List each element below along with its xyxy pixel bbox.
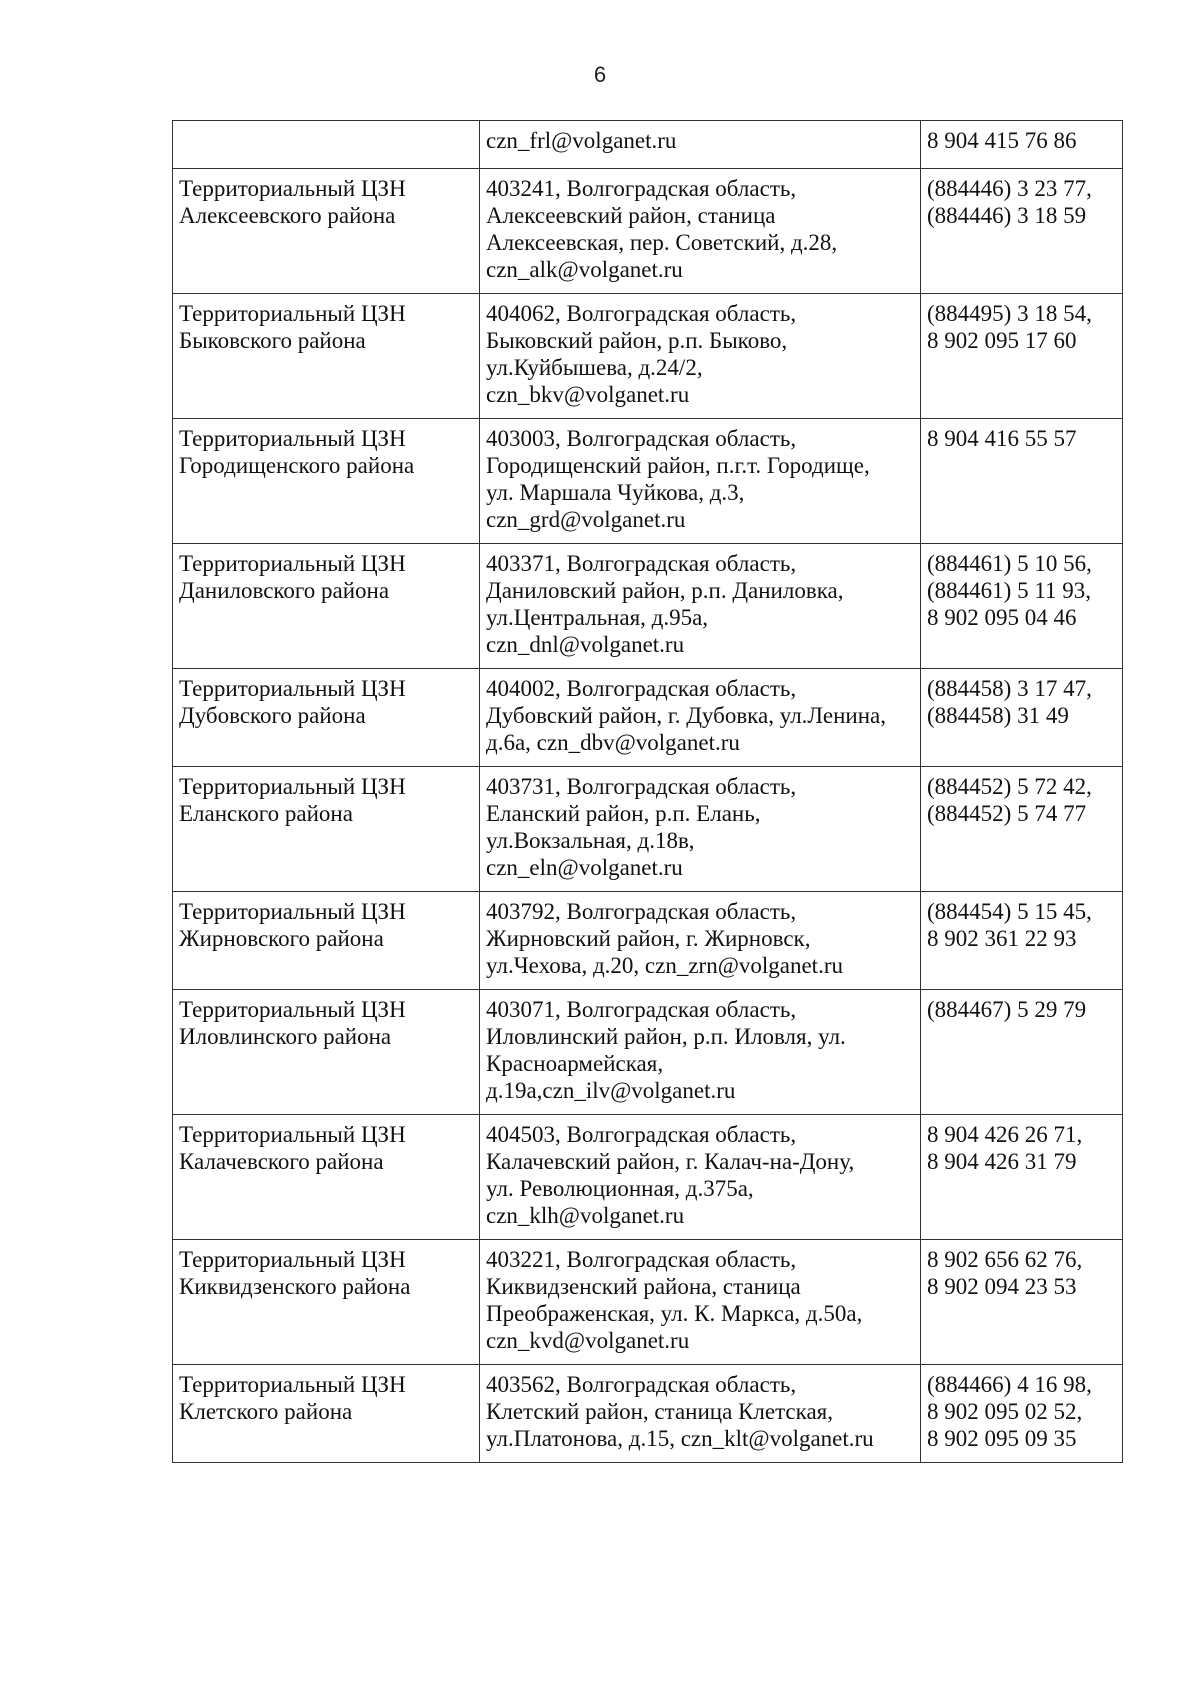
phones-cell <box>921 419 1123 544</box>
address-line: ул. Маршала Чуйкова, д.3, <box>486 480 745 505</box>
address-cell <box>480 1365 921 1463</box>
phones-cell <box>921 294 1123 419</box>
address-line: Дубовский район, г. Дубовка, ул.Ленина, <box>486 703 886 728</box>
phones-line: (884452) 5 74 77 <box>927 801 1087 826</box>
phones-cell <box>921 1115 1123 1240</box>
center-name-cell <box>173 990 480 1115</box>
table-row <box>173 767 1123 892</box>
address-line: 403003, Волгоградская область, <box>486 426 797 451</box>
phones-cell <box>921 169 1123 294</box>
address-line: ул.Вокзальная, д.18в, <box>486 828 695 853</box>
address-line: 403071, Волгоградская область, <box>486 997 797 1022</box>
center-name-line: Территориальный ЦЗН <box>179 676 406 701</box>
center-name-cell <box>173 544 480 669</box>
address-line: czn_grd@volganet.ru <box>486 507 686 532</box>
address-line: 403792, Волгоградская область, <box>486 899 797 924</box>
address-line: 403562, Волгоградская область, <box>486 1372 797 1397</box>
table-row <box>173 1240 1123 1365</box>
center-name-line: Алексеевского района <box>179 203 396 228</box>
phones-line: 8 902 656 62 76, <box>927 1247 1083 1272</box>
address-cell <box>480 669 921 767</box>
center-name-line: Быковского района <box>179 328 366 353</box>
address-line: Киквидзенский района, станица <box>486 1274 801 1299</box>
address-line: czn_bkv@volganet.ru <box>486 382 690 407</box>
address-line: 403221, Волгоградская область, <box>486 1247 797 1272</box>
center-name-line: Территориальный ЦЗН <box>179 899 406 924</box>
phones-line: 8 904 416 55 57 <box>927 426 1077 451</box>
address-line: д.19а,czn_ilv@volganet.ru <box>486 1078 736 1103</box>
center-name-line: Территориальный ЦЗН <box>179 426 406 451</box>
center-name-line: Территориальный ЦЗН <box>179 551 406 576</box>
address-cell <box>480 990 921 1115</box>
address-line: Красноармейская, <box>486 1051 664 1076</box>
center-name-cell <box>173 294 480 419</box>
center-name-line: Территориальный ЦЗН <box>179 1372 406 1397</box>
contacts-table <box>172 120 1123 1463</box>
address-line: Быковский район, р.п. Быково, <box>486 328 788 353</box>
phones-cell <box>921 767 1123 892</box>
address-line: 404002, Волгоградская область, <box>486 676 797 701</box>
phones-line: 8 902 094 23 53 <box>927 1274 1077 1299</box>
phones-line: (884466) 4 16 98, <box>927 1372 1092 1397</box>
address-line: Преображенская, ул. К. Маркса, д.50а, <box>486 1301 863 1326</box>
phones-line: (884461) 5 11 93, <box>927 578 1091 603</box>
table-row <box>173 544 1123 669</box>
center-name-cell <box>173 1365 480 1463</box>
center-name-line: Киквидзенского района <box>179 1274 411 1299</box>
center-name-line: Иловлинского района <box>179 1024 392 1049</box>
center-name-line: Даниловского района <box>179 578 390 603</box>
address-line: ул. Революционная, д.375а, <box>486 1176 754 1201</box>
center-name-line: Городищенского района <box>179 453 415 478</box>
phones-line: (884458) 3 17 47, <box>927 676 1092 701</box>
center-name-line: Территориальный ЦЗН <box>179 1122 406 1147</box>
center-name-cell <box>173 767 480 892</box>
table-row <box>173 990 1123 1115</box>
phones-line: 8 904 426 26 71, <box>927 1122 1083 1147</box>
phones-line: (884467) 5 29 79 <box>927 997 1087 1022</box>
center-name-line: Жирновского района <box>179 926 384 951</box>
address-line: 403371, Волгоградская область, <box>486 551 797 576</box>
center-name-line: Дубовского района <box>179 703 366 728</box>
address-cell <box>480 1115 921 1240</box>
phones-line: 8 902 095 02 52, <box>927 1399 1083 1424</box>
center-name-line: Еланского района <box>179 801 353 826</box>
address-line: ул.Чехова, д.20, czn_zrn@volganet.ru <box>486 953 843 978</box>
address-cell <box>480 1240 921 1365</box>
phones-cell <box>921 892 1123 990</box>
table-row <box>173 169 1123 294</box>
phones-cell <box>921 544 1123 669</box>
table-row <box>173 1365 1123 1463</box>
address-line: Даниловский район, р.п. Даниловка, <box>486 578 844 603</box>
table-row <box>173 669 1123 767</box>
phones-line: (884446) 3 23 77, <box>927 176 1092 201</box>
address-line: Алексеевский район, станица <box>486 203 776 228</box>
address-cell <box>480 767 921 892</box>
center-name-line: Территориальный ЦЗН <box>179 774 406 799</box>
phones-cell <box>921 121 1123 169</box>
phones-line: (884454) 5 15 45, <box>927 899 1092 924</box>
center-name-line: Территориальный ЦЗН <box>179 1247 406 1272</box>
center-name-cell <box>173 892 480 990</box>
address-line: Калачевский район, г. Калач-на-Дону, <box>486 1149 855 1174</box>
address-line: ул.Куйбышева, д.24/2, <box>486 355 703 380</box>
center-name-cell <box>173 1240 480 1365</box>
phones-line: 8 902 361 22 93 <box>927 926 1077 951</box>
address-line: 403731, Волгоградская область, <box>486 774 797 799</box>
table-row <box>173 419 1123 544</box>
center-name-cell <box>173 419 480 544</box>
address-line: czn_eln@volganet.ru <box>486 855 683 880</box>
address-line: Алексеевская, пер. Советский, д.28, <box>486 230 838 255</box>
phones-cell <box>921 1240 1123 1365</box>
address-line: Городищенский район, п.г.т. Городище, <box>486 453 870 478</box>
address-line: Жирновский район, г. Жирновск, <box>486 926 811 951</box>
table-row <box>173 1115 1123 1240</box>
center-name-line: Территориальный ЦЗН <box>179 176 406 201</box>
address-line: д.6а, czn_dbv@volganet.ru <box>486 730 740 755</box>
table-row <box>173 121 1123 169</box>
phones-line: (884452) 5 72 42, <box>927 774 1092 799</box>
phones-line: 8 902 095 17 60 <box>927 328 1077 353</box>
address-line: czn_dnl@volganet.ru <box>486 632 685 657</box>
center-name-line: Территориальный ЦЗН <box>179 301 406 326</box>
center-name-cell <box>173 121 480 169</box>
phones-line: (884461) 5 10 56, <box>927 551 1092 576</box>
address-line: 404503, Волгоградская область, <box>486 1122 797 1147</box>
table-row <box>173 294 1123 419</box>
phones-cell <box>921 1365 1123 1463</box>
phones-line: (884446) 3 18 59 <box>927 203 1087 228</box>
center-name-line: Калачевского района <box>179 1149 384 1174</box>
address-cell <box>480 169 921 294</box>
address-cell <box>480 544 921 669</box>
address-cell <box>480 419 921 544</box>
phones-line: (884458) 31 49 <box>927 703 1069 728</box>
address-line: ул.Центральная, д.95а, <box>486 605 709 630</box>
address-line: czn_alk@volganet.ru <box>486 257 683 282</box>
phones-line: 8 902 095 09 35 <box>927 1426 1077 1451</box>
address-line: Еланский район, р.п. Елань, <box>486 801 761 826</box>
center-name-line: Территориальный ЦЗН <box>179 997 406 1022</box>
center-name-line: Клетского района <box>179 1399 353 1424</box>
page-number: 6 <box>593 62 607 87</box>
table-row <box>173 892 1123 990</box>
center-name-cell <box>173 169 480 294</box>
address-line: 403241, Волгоградская область, <box>486 176 797 201</box>
phones-cell <box>921 669 1123 767</box>
phones-line: 8 904 426 31 79 <box>927 1149 1077 1174</box>
phones-line: (884495) 3 18 54, <box>927 301 1092 326</box>
address-line: czn_kvd@volganet.ru <box>486 1328 690 1353</box>
center-name-cell <box>173 669 480 767</box>
phones-cell <box>921 990 1123 1115</box>
address-line: ул.Платонова, д.15, czn_klt@volganet.ru <box>486 1426 874 1451</box>
address-line: 404062, Волгоградская область, <box>486 301 797 326</box>
phones-line: 8 902 095 04 46 <box>927 605 1077 630</box>
address-cell <box>480 121 921 169</box>
address-line: czn_frl@volganet.ru <box>486 128 677 153</box>
address-cell <box>480 892 921 990</box>
address-line: Клетский район, станица Клетская, <box>486 1399 833 1424</box>
address-cell <box>480 294 921 419</box>
phones-line: 8 904 415 76 86 <box>927 128 1077 153</box>
center-name-cell <box>173 1115 480 1240</box>
address-line: Иловлинский район, р.п. Иловля, ул. <box>486 1024 846 1049</box>
address-line: czn_klh@volganet.ru <box>486 1203 685 1228</box>
